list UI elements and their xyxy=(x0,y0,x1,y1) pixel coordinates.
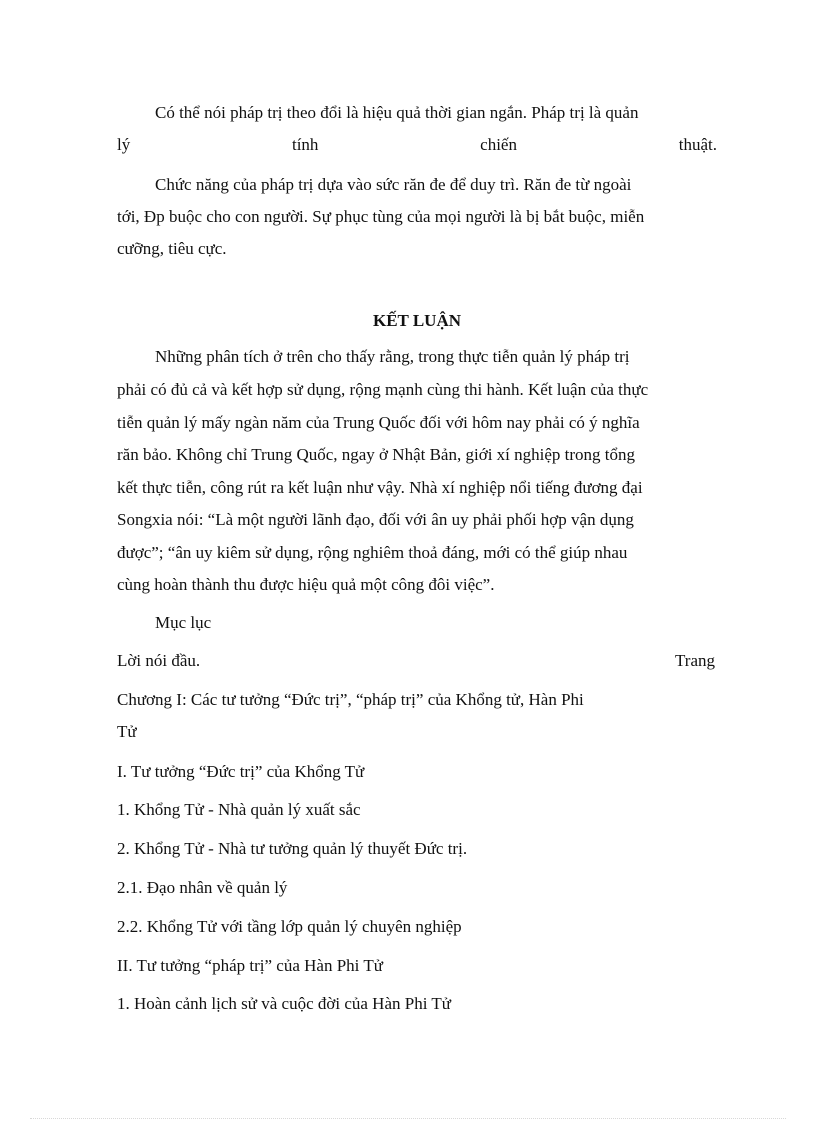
page-bottom-divider xyxy=(30,1118,786,1119)
toc-entry: 1. Khổng Tử - Nhà quản lý xuất sắc xyxy=(117,800,361,819)
toc-title: Mục lục xyxy=(155,613,212,632)
conclusion-line: cùng hoàn thành thu được hiệu quả một công đôi việc”. xyxy=(117,575,495,594)
toc-entry: 2.1. Đạo nhân về quản lý xyxy=(117,878,288,897)
toc-entry: Tử xyxy=(117,722,137,741)
conclusion-line: Những phân tích ở trên cho thấy rằng, trong thực tiễn quản lý pháp trị xyxy=(155,347,630,366)
conclusion-line: tiễn quản lý mấy ngàn năm của Trung Quốc đối với hôm nay phải có ý nghĩa xyxy=(117,413,640,432)
word: chiến xyxy=(480,135,517,154)
toc-entry: 2.2. Khổng Tử với tầng lớp quản lý chuyên nghiệp xyxy=(117,917,462,936)
paragraph-1-line-2 xyxy=(117,134,717,156)
conclusion-line: phải có đủ cả và kết hợp sử dụng, rộng mạnh cùng thi hành. Kết luận của thực xyxy=(117,380,649,399)
conclusion-line: kết thực tiễn, công rút ra kết luận như vậy. Nhà xí nghiệp nổi tiếng đương đại xyxy=(117,478,643,497)
conclusion-line: được”; “ân uy kiêm sử dụng, rộng nghiêm thoả đáng, mới có thể giúp nhau xyxy=(117,543,628,562)
conclusion-line: Songxia nói: “Là một người lãnh đạo, đối với ân uy phải phối hợp vận dụng xyxy=(117,510,634,529)
toc-entry: 1. Hoàn cảnh lịch sử và cuộc đời của Hàn Phi Tử xyxy=(117,994,451,1013)
toc-preface-row xyxy=(117,650,715,672)
paragraph-2-line-2: tới, Đp buộc cho con người. Sự phục tùng của mọi người là bị bắt buộc, miễn xyxy=(117,207,645,226)
toc-page-label: Trang xyxy=(675,651,715,670)
toc-preface: Lời nói đầu. xyxy=(117,651,201,670)
word: tính xyxy=(291,135,319,154)
paragraph-2-line-1: Chức năng của pháp trị dựa vào sức răn đe để duy trì. Răn đe từ ngoài xyxy=(155,175,632,194)
toc-entry: 2. Khổng Tử - Nhà tư tưởng quản lý thuyết Đức trị. xyxy=(117,839,468,858)
toc-entry: I. Tư tưởng “Đức trị” của Khổng Tử xyxy=(117,762,365,781)
word: thuật. xyxy=(678,135,717,154)
conclusion-heading: KẾT LUẬN xyxy=(372,311,461,330)
word: lý xyxy=(117,135,131,154)
toc-entry: II. Tư tưởng “pháp trị” của Hàn Phi Tử xyxy=(117,956,383,975)
text: Có thể nói pháp trị theo đổi là hiệu quả thời gian ngắn. Pháp trị là quản xyxy=(155,103,639,122)
toc-entry: Chương I: Các tư tưởng “Đức trị”, “pháp trị” của Khổng tử, Hàn Phi xyxy=(117,690,584,709)
conclusion-line: răn bảo. Không chỉ Trung Quốc, ngay ở Nhật Bản, giới xí nghiệp trong tổng xyxy=(117,445,636,464)
paragraph-1-line-1 xyxy=(155,102,717,124)
paragraph-2-line-3: cưỡng, tiêu cực. xyxy=(117,239,227,258)
